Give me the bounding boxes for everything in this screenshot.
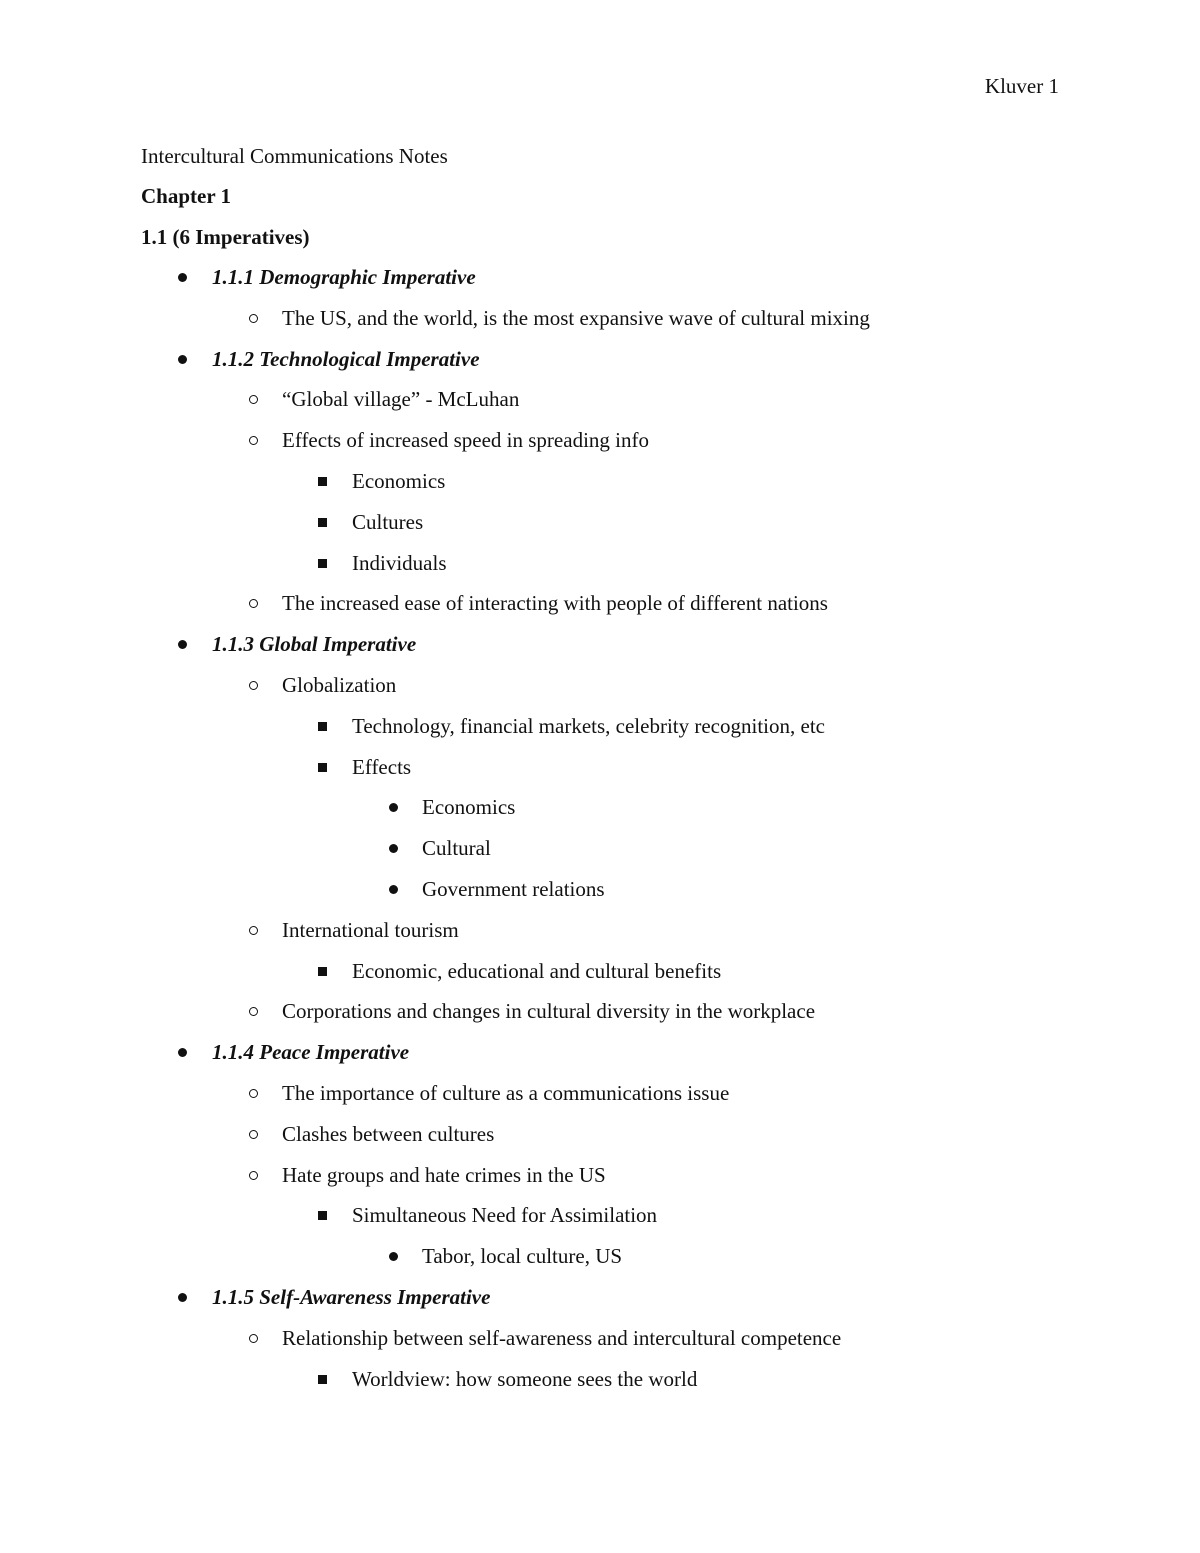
bullet-circle-icon: [249, 1171, 258, 1180]
outline-item-text: Hate groups and hate crimes in the US: [282, 1162, 606, 1187]
chapter-heading: Chapter 1: [141, 184, 232, 208]
document-title: Intercultural Communications Notes: [141, 144, 448, 168]
outline-item-text: Effects: [352, 754, 412, 779]
bullet-circle-icon: [249, 1130, 258, 1139]
bullet-square-icon: [318, 1375, 327, 1384]
outline-item-text: 1.1.4 Peace Imperative: [212, 1040, 410, 1065]
outline-item-text: The increased ease of interacting with people of different nations: [282, 591, 828, 616]
bullet-square-icon: [318, 518, 327, 527]
bullet-circle-icon: [249, 1334, 258, 1343]
outline-item-text: Economics: [352, 469, 446, 493]
outline-item-text: The US, and the world, is the most expansive wave of cultural mixing: [282, 305, 870, 330]
section-heading: 1.1 (6 Imperatives): [141, 225, 310, 249]
bullet-dot-icon: [389, 1252, 398, 1261]
outline-item-text: Cultural: [422, 836, 491, 861]
bullet-circle-icon: [249, 1089, 258, 1098]
outline-item-text: Tabor, local culture, US: [422, 1244, 623, 1269]
outline-item-text: Corporations and changes in cultural diversity in the workplace: [282, 999, 816, 1024]
bullet-square-icon: [318, 763, 327, 772]
outline-item-text: 1.1.5 Self-Awareness Imperative: [212, 1285, 491, 1309]
bullet-square-icon: [318, 722, 327, 731]
bullet-dot-icon: [178, 1293, 187, 1302]
outline-item-text: Worldview: how someone sees the world: [352, 1366, 698, 1391]
outline-item-text: Relationship between self-awareness and intercultural competence: [282, 1325, 842, 1350]
outline-item-text: Effects of increased speed in spreading info: [282, 428, 649, 453]
outline-item-text: Globalization: [282, 673, 397, 697]
outline-item-text: Individuals: [352, 550, 447, 575]
outline-item-text: Economics: [422, 795, 516, 820]
bullet-circle-icon: [249, 681, 258, 690]
outline-item-text: Economic, educational and cultural benefits: [352, 958, 722, 983]
bullet-dot-icon: [178, 640, 187, 649]
bullet-square-icon: [318, 967, 327, 976]
bullet-square-icon: [318, 559, 327, 568]
bullet-circle-icon: [249, 926, 258, 935]
outline-item-text: Simultaneous Need for Assimilation: [352, 1203, 658, 1228]
outline-item-text: Cultures: [352, 509, 424, 534]
page-header: Kluver 1: [984, 74, 1059, 98]
bullet-circle-icon: [249, 1007, 258, 1016]
bullet-square-icon: [318, 477, 327, 486]
bullet-circle-icon: [249, 599, 258, 608]
bullet-circle-icon: [249, 436, 258, 445]
bullet-dot-icon: [389, 885, 398, 894]
bullet-dot-icon: [389, 844, 398, 853]
bullet-dot-icon: [178, 1048, 187, 1057]
outline-item-text: The importance of culture as a communications issue: [282, 1081, 730, 1105]
bullet-dot-icon: [178, 273, 187, 282]
bullet-dot-icon: [178, 355, 187, 364]
outline-item-text: 1.1.1 Demographic Imperative: [212, 265, 476, 289]
bullet-square-icon: [318, 1211, 327, 1220]
bullet-circle-icon: [249, 314, 258, 323]
bullet-dot-icon: [389, 803, 398, 812]
bullet-circle-icon: [249, 395, 258, 404]
outline-item-text: Technology, financial markets, celebrity recognition, etc: [352, 713, 825, 738]
outline-item-text: 1.1.3 Global Imperative: [212, 632, 417, 657]
outline-item-text: 1.1.2 Technological Imperative: [212, 346, 480, 371]
outline-item-text: Clashes between cultures: [282, 1121, 495, 1146]
outline-item-text: Government relations: [422, 877, 605, 901]
outline-item-text: International tourism: [282, 917, 459, 942]
outline-item-text: “Global village” - McLuhan: [282, 387, 520, 412]
